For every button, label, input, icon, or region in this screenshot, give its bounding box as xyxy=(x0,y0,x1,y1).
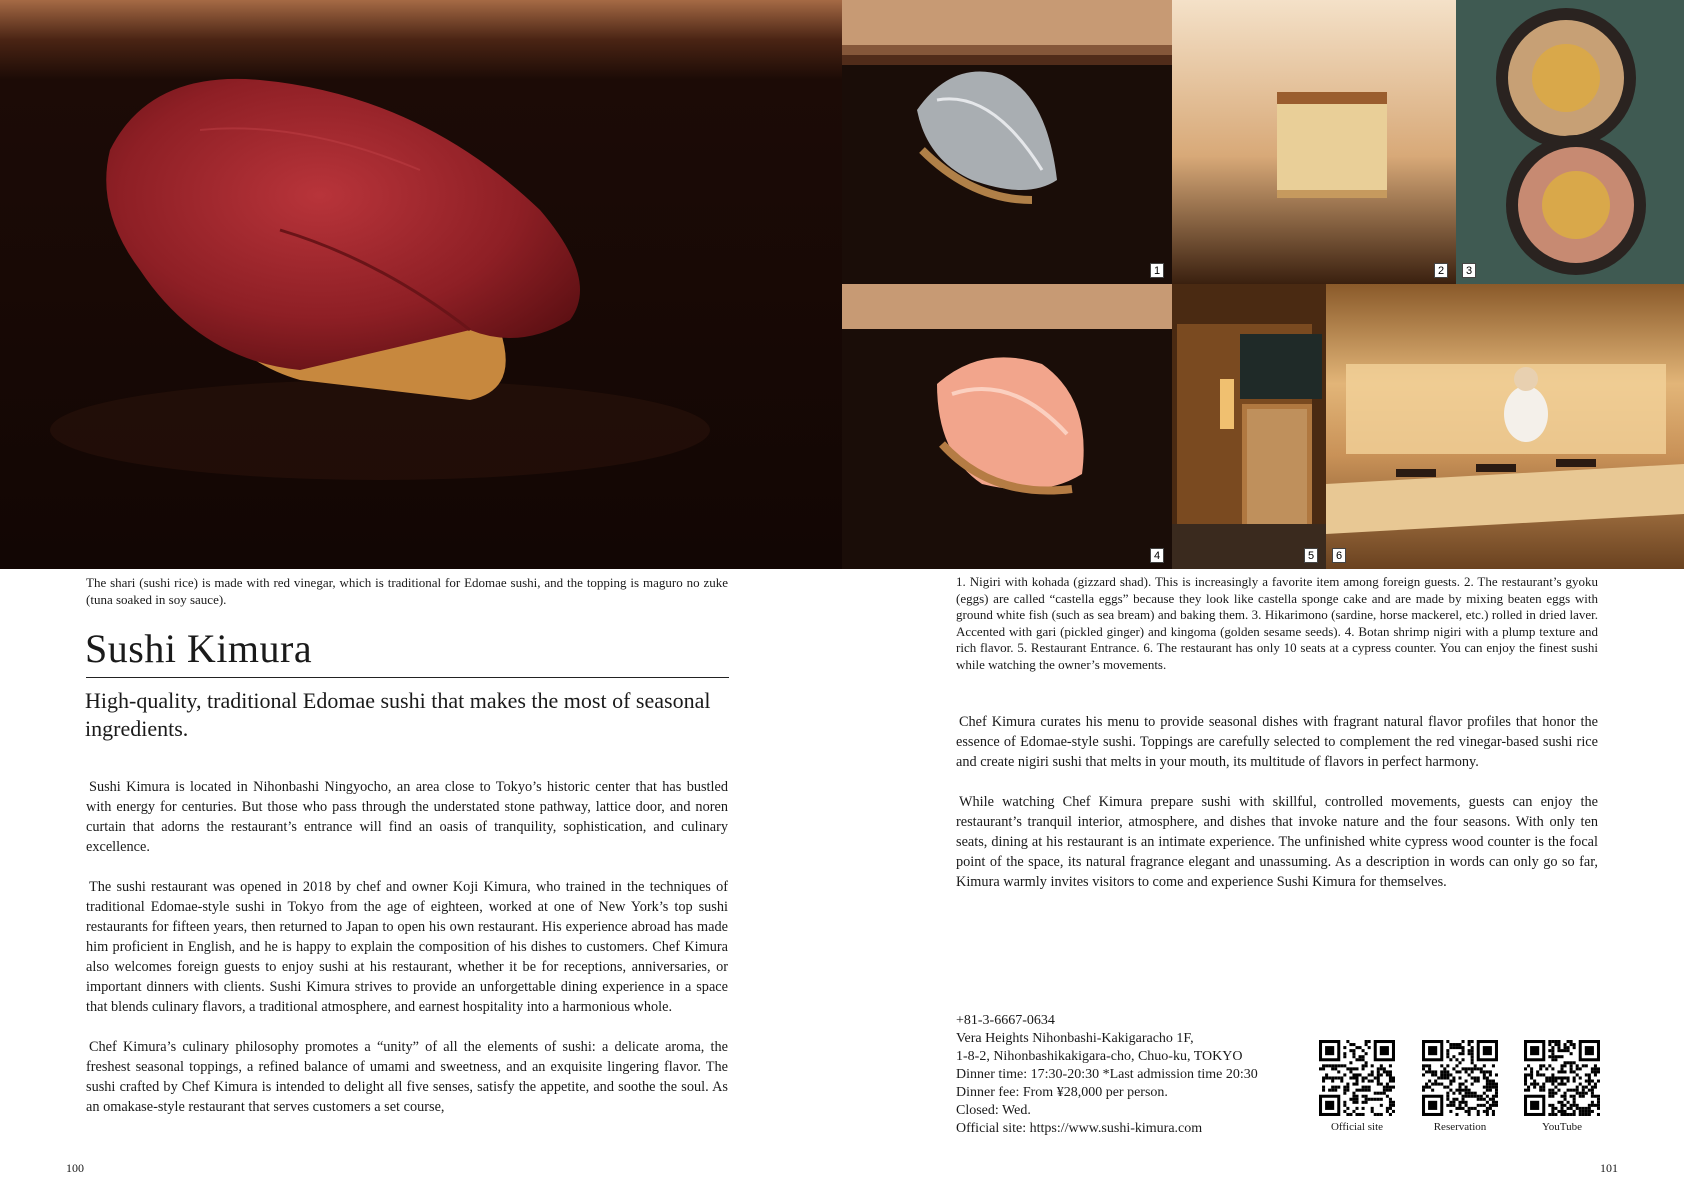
page-number-left: 100 xyxy=(66,1161,84,1175)
photo-number-tag: 2 xyxy=(1434,263,1448,278)
page-number-right: 101 xyxy=(1600,1161,1618,1175)
qr-code-reservation[interactable] xyxy=(1415,1040,1505,1140)
qr-code-icon xyxy=(1319,1040,1395,1116)
qr-label: YouTube xyxy=(1541,1121,1583,1133)
photo-number-tag: 3 xyxy=(1462,263,1476,278)
body-paragraph: Chef Kimura curates his menu to provide seasonal dishes with fragrant natural flavor profiles that honor the essence of Edomae-style sushi. Toppings are carefully selected to complement the red vinegar-based sushi rice and create nigiri sushi that melts in your mouth, its multitude of flavors in perfect harmony. xyxy=(956,714,1598,770)
qr-code-youtube[interactable] xyxy=(1517,1040,1607,1140)
photo-number-tag: 6 xyxy=(1332,548,1346,563)
phone-number: +81-3-6667-0634 xyxy=(956,1013,1055,1028)
right-body-text xyxy=(956,712,1598,892)
dinner-time: Dinner time: 17:30-20:30 *Last admission time 20:30 xyxy=(956,1067,1258,1082)
qr-label: Official site xyxy=(1330,1121,1384,1133)
body-paragraph: Sushi Kimura is located in Nihonbashi Ningyocho, an area close to Tokyo’s historic center that has bustled with energy for centuries. But those who pass through the understated stone pathway, lattice door, and noren curtain that adorns the restaurant’s entrance will find an oasis of tranquility, sophistication, and culinary excellence. xyxy=(86,779,728,855)
photo-6-cypress-counter xyxy=(1326,284,1684,569)
body-paragraph: The sushi restaurant was opened in 2018 by chef and owner Koji Kimura, who trained in the techniques of traditional Edomae-style sushi in Tokyo from the age of eighteen, worked at one of New York’s top sushi restaurants for fifteen years, then returned to Japan to open his own restaurant. His experience abroad has made him proficient in English, and he is happy to explain the composition of his dishes to customers. Chef Kimura also welcomes foreign guests to enjoy sushi at his restaurant, whether it be for receptions, anniversaries, or important dinners with clients. Sushi Kimura strives to provide an unforgettable dining experience in a space that blends culinary flavors, a traditional atmosphere, and earnest hospitality into a harmonious whole. xyxy=(86,879,728,1015)
photo-2-castella-egg xyxy=(1172,0,1456,284)
photo-number-tag: 1 xyxy=(1150,263,1164,278)
body-paragraph: Chef Kimura’s culinary philosophy promotes a “unity” of all the elements of sushi: a delicate aroma, the freshest seasonal toppings, a refined balance of umami and sweetness, and an exquisite lingering flavor. The sushi crafted by Chef Kimura is intended to delight all five senses, satisfy the appetite, and soothe the soul. As an omakase-style restaurant that serves customers a set course, xyxy=(86,1039,728,1115)
qr-code-icon xyxy=(1524,1040,1600,1116)
page-subtitle: High-quality, traditional Edomae sushi that makes the most of seasonal ingredients. xyxy=(85,688,711,741)
restaurant-info xyxy=(956,1012,1258,1138)
photo-4-botan-shrimp-nigiri xyxy=(842,284,1172,569)
address-line: 1-8-2, Nihonbashikakigara-cho, Chuo-ku, TOKYO xyxy=(956,1049,1243,1064)
qr-code-icon xyxy=(1422,1040,1498,1116)
address-line: Vera Heights Nihonbashi-Kakigaracho 1F, xyxy=(956,1031,1194,1046)
photo-number-tag: 5 xyxy=(1304,548,1318,563)
official-site-url: Official site: https://www.sushi-kimura.com xyxy=(956,1121,1203,1136)
hero-caption: The shari (sushi rice) is made with red vinegar, which is traditional for Edomae sushi, and the topping is maguro no zuke (tuna soaked in soy sauce). xyxy=(86,575,728,607)
photo-5-restaurant-entrance xyxy=(1172,284,1326,569)
body-paragraph: While watching Chef Kimura prepare sushi with skillful, controlled movements, guests can enjoy the restaurant’s tranquil interior, atmosphere, and dishes that invoke nature and the four seasons. With only ten seats, dining at his restaurant is an intimate experience. The unfinished white cypress wood counter is the focal point of the space, its natural fragrance elegant and unassuming. As a description in words can only go so far, Kimura warmly invites visitors to come and experience Sushi Kimura for themselves. xyxy=(956,794,1598,890)
left-body-text xyxy=(86,777,728,1117)
photo-number-tag: 4 xyxy=(1150,548,1164,563)
photo-1-kohada-nigiri xyxy=(842,0,1172,284)
photo-3-hikarimono-roll xyxy=(1456,0,1684,284)
hero-photo-maguro-nigiri xyxy=(0,0,842,569)
dinner-fee: Dinner fee: From ¥28,000 per person. xyxy=(956,1085,1168,1100)
qr-code-official-site[interactable] xyxy=(1312,1040,1402,1140)
page-title: Sushi Kimura xyxy=(85,626,313,671)
photos-caption: 1. Nigiri with kohada (gizzard shad). This is increasingly a favorite item among foreign guests. 2. The restaurant’s gyoku (eggs) are called “castella eggs” because they look like castella sponge cake and are made by mixing beaten eggs with ground white fish (such as sea bream) and baking them. 3. Hikarimono (sardine, horse mackerel, etc.) rolled in dried laver. Accented with gari (pickled ginger) and kingoma (golden sesame seeds). 4. Botan shrimp nigiri with a plump texture and rich flavor. 5. Restaurant Entrance. 6. The restaurant has only 10 seats at a cypress counter. You can enjoy the finest sushi while watching the owner’s movements. xyxy=(956,574,1598,672)
title-divider xyxy=(86,677,729,678)
qr-label: Reservation xyxy=(1433,1121,1487,1133)
closed-days: Closed: Wed. xyxy=(956,1103,1031,1118)
